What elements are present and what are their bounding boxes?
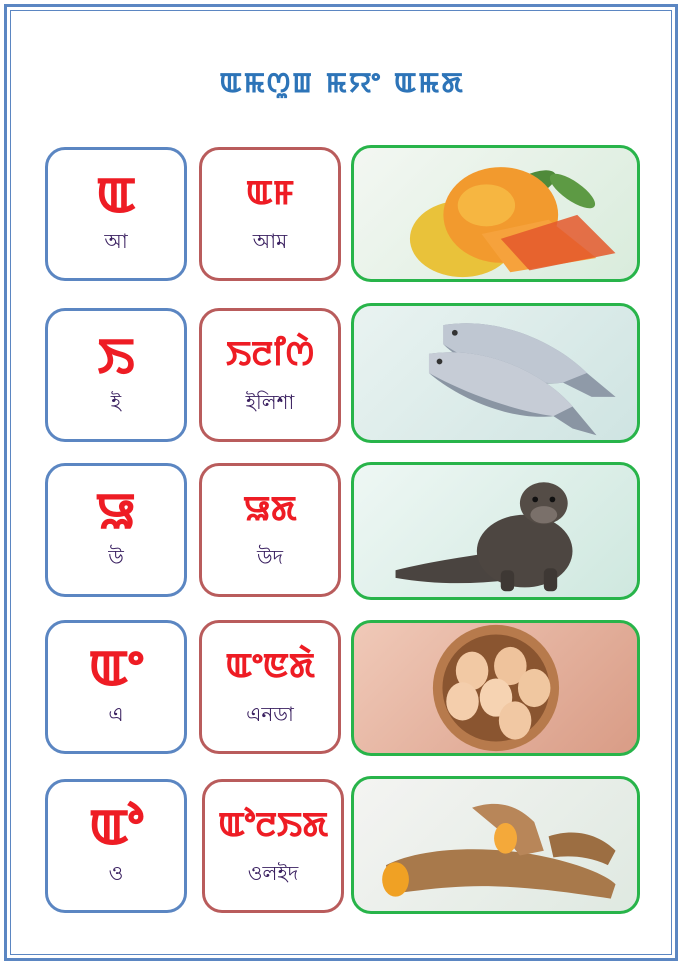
otter-image	[351, 462, 640, 600]
word-card	[199, 620, 341, 754]
script-letter: ꯎ	[95, 482, 137, 540]
script-word: ꯏꯂꯤꯁꯥ	[225, 334, 315, 374]
script-letter: ꯑꯣ	[88, 798, 144, 856]
word-card	[199, 147, 341, 281]
hilsa-fish-image	[351, 303, 640, 443]
script-word: ꯑꯦꯟꯗꯥ	[225, 646, 315, 686]
mango-illustration	[354, 148, 637, 279]
mango-image	[351, 145, 640, 282]
script-letter: ꯑꯦ	[88, 639, 144, 697]
bengali-word: ওলইদ	[247, 861, 299, 885]
bengali-letter: উ	[108, 545, 124, 569]
script-letter: ꯑ	[96, 166, 136, 224]
bengali-letter: ই	[110, 390, 122, 414]
bengali-word: আম	[252, 229, 288, 253]
page-title: ꯑꯃꯁꯨꯡ ꯃꯌꯦ ꯑꯃꯗ	[219, 66, 465, 99]
bengali-word: ইলিশা	[245, 390, 295, 414]
otter-illustration	[354, 465, 637, 597]
bengali-letter: ও	[108, 861, 124, 885]
letter-card	[45, 463, 187, 597]
letter-card	[45, 308, 187, 442]
bengali-word: উদ	[256, 545, 284, 569]
bengali-word: এনডা	[246, 702, 294, 726]
letter-card	[45, 147, 187, 281]
turmeric-image	[351, 776, 640, 914]
script-letter: ꯏ	[97, 327, 135, 385]
turmeric-illustration	[354, 779, 637, 911]
letter-card	[45, 779, 187, 913]
eggs-illustration	[354, 623, 637, 753]
word-card	[199, 463, 341, 597]
script-word: ꯑꯝ	[245, 173, 295, 213]
hilsa-illustration	[354, 306, 637, 440]
script-word: ꯑꯣꯂꯏꯗ	[217, 805, 329, 845]
letter-card	[45, 620, 187, 754]
bengali-letter: আ	[104, 229, 128, 253]
script-word: ꯎꯗ	[243, 489, 297, 529]
word-card	[199, 308, 341, 442]
bengali-letter: এ	[108, 702, 124, 726]
word-card	[202, 779, 344, 913]
eggs-bowl-image	[351, 620, 640, 756]
